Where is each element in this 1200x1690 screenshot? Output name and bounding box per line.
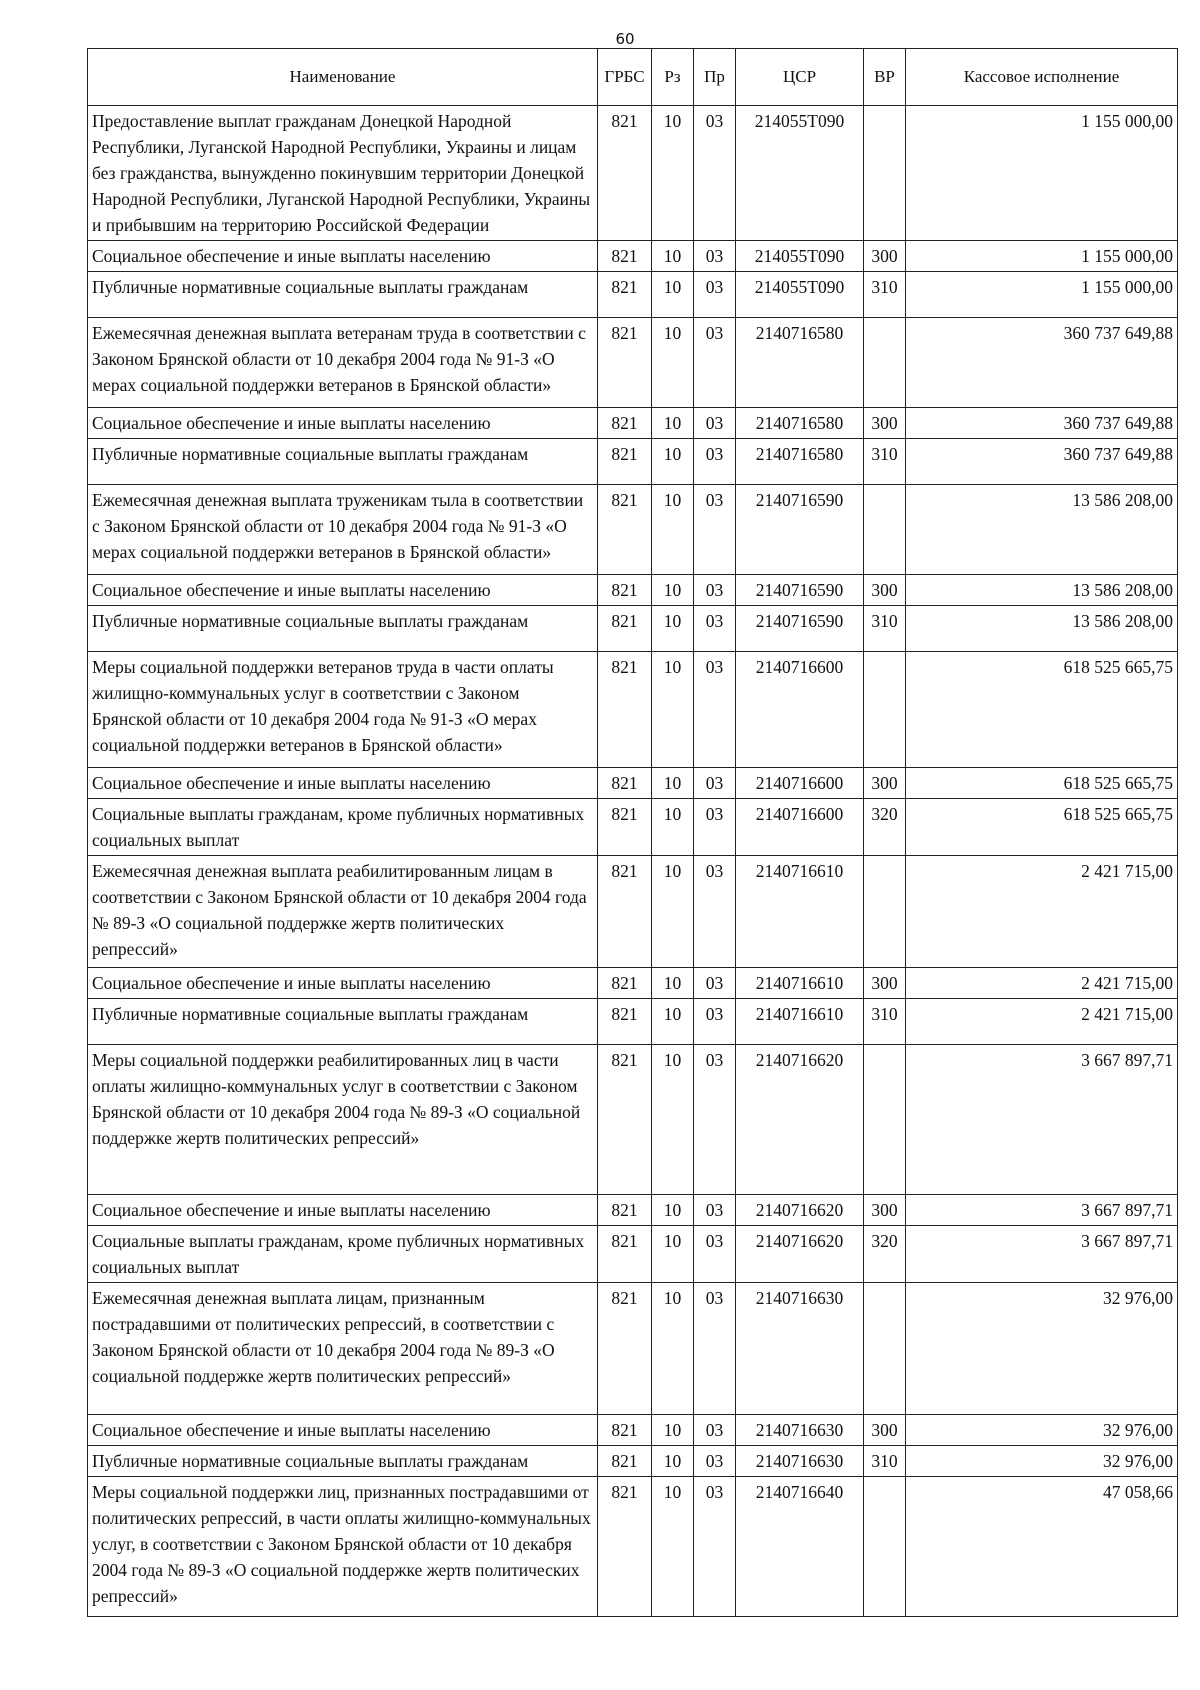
table-row	[88, 1283, 1178, 1415]
row-name: Ежемесячная денежная выплата труженикам тыла в соответствии с Законом Брянской области от 10 декабря 2004 года № 91-З «О мерах социальной поддержки ветеранов в Брянской области»	[88, 485, 598, 575]
row-amount: 360 737 649,88	[906, 408, 1178, 439]
row-vr	[864, 106, 906, 241]
header-vr: ВР	[864, 49, 906, 106]
table-row	[88, 1195, 1178, 1226]
row-rz: 10	[652, 1477, 694, 1617]
table-row	[88, 1415, 1178, 1446]
row-vr: 300	[864, 1415, 906, 1446]
row-pr: 03	[694, 606, 736, 652]
row-rz: 10	[652, 439, 694, 485]
row-vr: 300	[864, 1195, 906, 1226]
row-csr: 2140716610	[736, 856, 864, 968]
row-name: Социальное обеспечение и иные выплаты населению	[88, 408, 598, 439]
row-pr: 03	[694, 1195, 736, 1226]
row-grbs: 821	[598, 1045, 652, 1195]
header-rz: Рз	[652, 49, 694, 106]
row-pr: 03	[694, 1446, 736, 1477]
row-name: Социальное обеспечение и иные выплаты населению	[88, 1195, 598, 1226]
table-row	[88, 799, 1178, 856]
row-pr: 03	[694, 485, 736, 575]
row-amount: 360 737 649,88	[906, 318, 1178, 408]
row-amount: 32 976,00	[906, 1283, 1178, 1415]
row-name: Публичные нормативные социальные выплаты гражданам	[88, 439, 598, 485]
row-pr: 03	[694, 1283, 736, 1415]
row-rz: 10	[652, 1415, 694, 1446]
row-csr: 2140716640	[736, 1477, 864, 1617]
row-rz: 10	[652, 652, 694, 768]
row-grbs: 821	[598, 575, 652, 606]
header-pr: Пр	[694, 49, 736, 106]
row-pr: 03	[694, 241, 736, 272]
row-pr: 03	[694, 768, 736, 799]
row-pr: 03	[694, 318, 736, 408]
row-amount: 1 155 000,00	[906, 106, 1178, 241]
row-name: Социальное обеспечение и иные выплаты населению	[88, 768, 598, 799]
row-rz: 10	[652, 318, 694, 408]
row-grbs: 821	[598, 1477, 652, 1617]
row-csr: 2140716600	[736, 768, 864, 799]
row-csr: 2140716580	[736, 318, 864, 408]
row-name: Ежемесячная денежная выплата лицам, признанным пострадавшими от политических репрессий, в соответствии с Законом Брянской области от 10 декабря 2004 года № 89-З «О социальной поддержке жертв политических репрессий»	[88, 1283, 598, 1415]
header-grbs: ГРБС	[598, 49, 652, 106]
row-csr: 2140716600	[736, 799, 864, 856]
row-grbs: 821	[598, 408, 652, 439]
table-row	[88, 575, 1178, 606]
table-row	[88, 439, 1178, 485]
row-vr	[864, 485, 906, 575]
row-name: Ежемесячная денежная выплата ветеранам труда в соответствии с Законом Брянской области от 10 декабря 2004 года № 91-З «О мерах социальной поддержки ветеранов в Брянской области»	[88, 318, 598, 408]
row-pr: 03	[694, 408, 736, 439]
row-rz: 10	[652, 1226, 694, 1283]
header-amount: Кассовое исполнение	[906, 49, 1178, 106]
table-body	[88, 106, 1178, 1617]
row-name: Социальное обеспечение и иные выплаты населению	[88, 1415, 598, 1446]
row-csr: 2140716590	[736, 606, 864, 652]
table-row	[88, 606, 1178, 652]
row-pr: 03	[694, 856, 736, 968]
row-vr	[864, 652, 906, 768]
row-amount: 2 421 715,00	[906, 999, 1178, 1045]
row-pr: 03	[694, 1477, 736, 1617]
row-vr: 300	[864, 408, 906, 439]
row-name: Публичные нормативные социальные выплаты гражданам	[88, 999, 598, 1045]
row-grbs: 821	[598, 968, 652, 999]
row-grbs: 821	[598, 799, 652, 856]
row-csr: 2140716610	[736, 999, 864, 1045]
row-name: Социальное обеспечение и иные выплаты населению	[88, 968, 598, 999]
row-vr	[864, 318, 906, 408]
row-csr: 2140716630	[736, 1283, 864, 1415]
table-row	[88, 408, 1178, 439]
row-csr: 2140716620	[736, 1195, 864, 1226]
row-grbs: 821	[598, 318, 652, 408]
row-pr: 03	[694, 999, 736, 1045]
row-vr: 310	[864, 1446, 906, 1477]
row-rz: 10	[652, 575, 694, 606]
row-vr: 300	[864, 968, 906, 999]
row-amount: 1 155 000,00	[906, 272, 1178, 318]
table-row	[88, 1477, 1178, 1617]
table-row	[88, 968, 1178, 999]
row-grbs: 821	[598, 485, 652, 575]
row-rz: 10	[652, 106, 694, 241]
row-name: Социальные выплаты гражданам, кроме публичных нормативных социальных выплат	[88, 1226, 598, 1283]
row-vr: 320	[864, 799, 906, 856]
row-pr: 03	[694, 968, 736, 999]
budget-execution-table	[87, 48, 1178, 1617]
row-rz: 10	[652, 1195, 694, 1226]
table-row	[88, 318, 1178, 408]
row-rz: 10	[652, 485, 694, 575]
row-amount: 13 586 208,00	[906, 606, 1178, 652]
row-pr: 03	[694, 575, 736, 606]
table-row	[88, 272, 1178, 318]
table-row	[88, 999, 1178, 1045]
row-csr: 2140716590	[736, 485, 864, 575]
row-pr: 03	[694, 1226, 736, 1283]
row-vr	[864, 1283, 906, 1415]
row-pr: 03	[694, 1415, 736, 1446]
row-vr: 300	[864, 241, 906, 272]
row-csr: 2140716610	[736, 968, 864, 999]
row-pr: 03	[694, 272, 736, 318]
row-grbs: 821	[598, 1446, 652, 1477]
row-name: Предоставление выплат гражданам Донецкой Народной Республики, Луганской Народной Республики, Украины и лицам без гражданства, вынужденно покинувшим территории Донецкой Народной Республики, Луганской Народной Республики, Украины и прибывшим на территорию Российской Федерации	[88, 106, 598, 241]
row-csr: 214055Т090	[736, 106, 864, 241]
row-pr: 03	[694, 799, 736, 856]
row-rz: 10	[652, 1045, 694, 1195]
row-csr: 2140716600	[736, 652, 864, 768]
row-rz: 10	[652, 1446, 694, 1477]
row-amount: 2 421 715,00	[906, 968, 1178, 999]
row-grbs: 821	[598, 999, 652, 1045]
row-pr: 03	[694, 1045, 736, 1195]
row-name: Меры социальной поддержки ветеранов труда в части оплаты жилищно-коммунальных услуг в соответствии с Законом Брянской области от 10 декабря 2004 года № 91-З «О мерах социальной поддержки ветеранов в Брянской области»	[88, 652, 598, 768]
row-rz: 10	[652, 968, 694, 999]
row-name: Ежемесячная денежная выплата реабилитированным лицам в соответствии с Законом Брянской области от 10 декабря 2004 года № 89-З «О социальной поддержке жертв политических репрессий»	[88, 856, 598, 968]
row-csr: 2140716630	[736, 1446, 864, 1477]
row-name: Меры социальной поддержки реабилитированных лиц в части оплаты жилищно-коммунальных услуг в соответствии с Законом Брянской области от 10 декабря 2004 года № 89-З «О социальной поддержке жертв политических репрессий»	[88, 1045, 598, 1195]
row-rz: 10	[652, 999, 694, 1045]
row-csr: 214055Т090	[736, 272, 864, 318]
table-row	[88, 1045, 1178, 1195]
row-csr: 2140716630	[736, 1415, 864, 1446]
row-amount: 360 737 649,88	[906, 439, 1178, 485]
row-name: Публичные нормативные социальные выплаты гражданам	[88, 606, 598, 652]
row-grbs: 821	[598, 1283, 652, 1415]
row-vr: 310	[864, 999, 906, 1045]
row-vr	[864, 1045, 906, 1195]
row-amount: 618 525 665,75	[906, 652, 1178, 768]
row-amount: 3 667 897,71	[906, 1226, 1178, 1283]
row-rz: 10	[652, 768, 694, 799]
row-name: Меры социальной поддержки лиц, признанных пострадавшими от политических репрессий, в части оплаты жилищно-коммунальных услуг, в соответствии с Законом Брянской области от 10 декабря 2004 года № 89-З «О социальной поддержке жертв политических репрессий»	[88, 1477, 598, 1617]
row-amount: 1 155 000,00	[906, 241, 1178, 272]
row-grbs: 821	[598, 241, 652, 272]
row-grbs: 821	[598, 439, 652, 485]
row-grbs: 821	[598, 652, 652, 768]
row-vr: 310	[864, 439, 906, 485]
page-number: 60	[615, 30, 635, 48]
row-name: Публичные нормативные социальные выплаты гражданам	[88, 1446, 598, 1477]
row-csr: 214055Т090	[736, 241, 864, 272]
table-row	[88, 1446, 1178, 1477]
row-grbs: 821	[598, 606, 652, 652]
row-grbs: 821	[598, 1415, 652, 1446]
table-row	[88, 856, 1178, 968]
row-vr	[864, 856, 906, 968]
table-row	[88, 1226, 1178, 1283]
row-amount: 32 976,00	[906, 1415, 1178, 1446]
row-csr: 2140716590	[736, 575, 864, 606]
row-amount: 618 525 665,75	[906, 768, 1178, 799]
row-csr: 2140716580	[736, 408, 864, 439]
row-csr: 2140716620	[736, 1045, 864, 1195]
header-csr: ЦСР	[736, 49, 864, 106]
table-row	[88, 241, 1178, 272]
row-amount: 3 667 897,71	[906, 1195, 1178, 1226]
row-grbs: 821	[598, 1195, 652, 1226]
row-pr: 03	[694, 652, 736, 768]
row-rz: 10	[652, 241, 694, 272]
row-pr: 03	[694, 106, 736, 241]
row-vr: 300	[864, 575, 906, 606]
row-amount: 2 421 715,00	[906, 856, 1178, 968]
row-rz: 10	[652, 606, 694, 652]
row-amount: 3 667 897,71	[906, 1045, 1178, 1195]
row-grbs: 821	[598, 856, 652, 968]
row-amount: 13 586 208,00	[906, 485, 1178, 575]
row-grbs: 821	[598, 106, 652, 241]
row-vr: 310	[864, 606, 906, 652]
row-pr: 03	[694, 439, 736, 485]
table-row	[88, 485, 1178, 575]
table-header-row	[88, 49, 1178, 106]
row-amount: 13 586 208,00	[906, 575, 1178, 606]
row-csr: 2140716620	[736, 1226, 864, 1283]
table-row	[88, 106, 1178, 241]
table-row	[88, 652, 1178, 768]
row-name: Социальное обеспечение и иные выплаты населению	[88, 575, 598, 606]
header-name: Наименование	[88, 49, 598, 106]
row-name: Социальные выплаты гражданам, кроме публичных нормативных социальных выплат	[88, 799, 598, 856]
row-name: Социальное обеспечение и иные выплаты населению	[88, 241, 598, 272]
row-rz: 10	[652, 856, 694, 968]
row-grbs: 821	[598, 272, 652, 318]
row-amount: 618 525 665,75	[906, 799, 1178, 856]
row-vr	[864, 1477, 906, 1617]
row-grbs: 821	[598, 1226, 652, 1283]
row-csr: 2140716580	[736, 439, 864, 485]
row-vr: 300	[864, 768, 906, 799]
row-name: Публичные нормативные социальные выплаты гражданам	[88, 272, 598, 318]
row-grbs: 821	[598, 768, 652, 799]
row-vr: 310	[864, 272, 906, 318]
row-rz: 10	[652, 408, 694, 439]
table-row	[88, 768, 1178, 799]
row-rz: 10	[652, 1283, 694, 1415]
row-amount: 47 058,66	[906, 1477, 1178, 1617]
row-rz: 10	[652, 272, 694, 318]
row-amount: 32 976,00	[906, 1446, 1178, 1477]
row-vr: 320	[864, 1226, 906, 1283]
row-rz: 10	[652, 799, 694, 856]
